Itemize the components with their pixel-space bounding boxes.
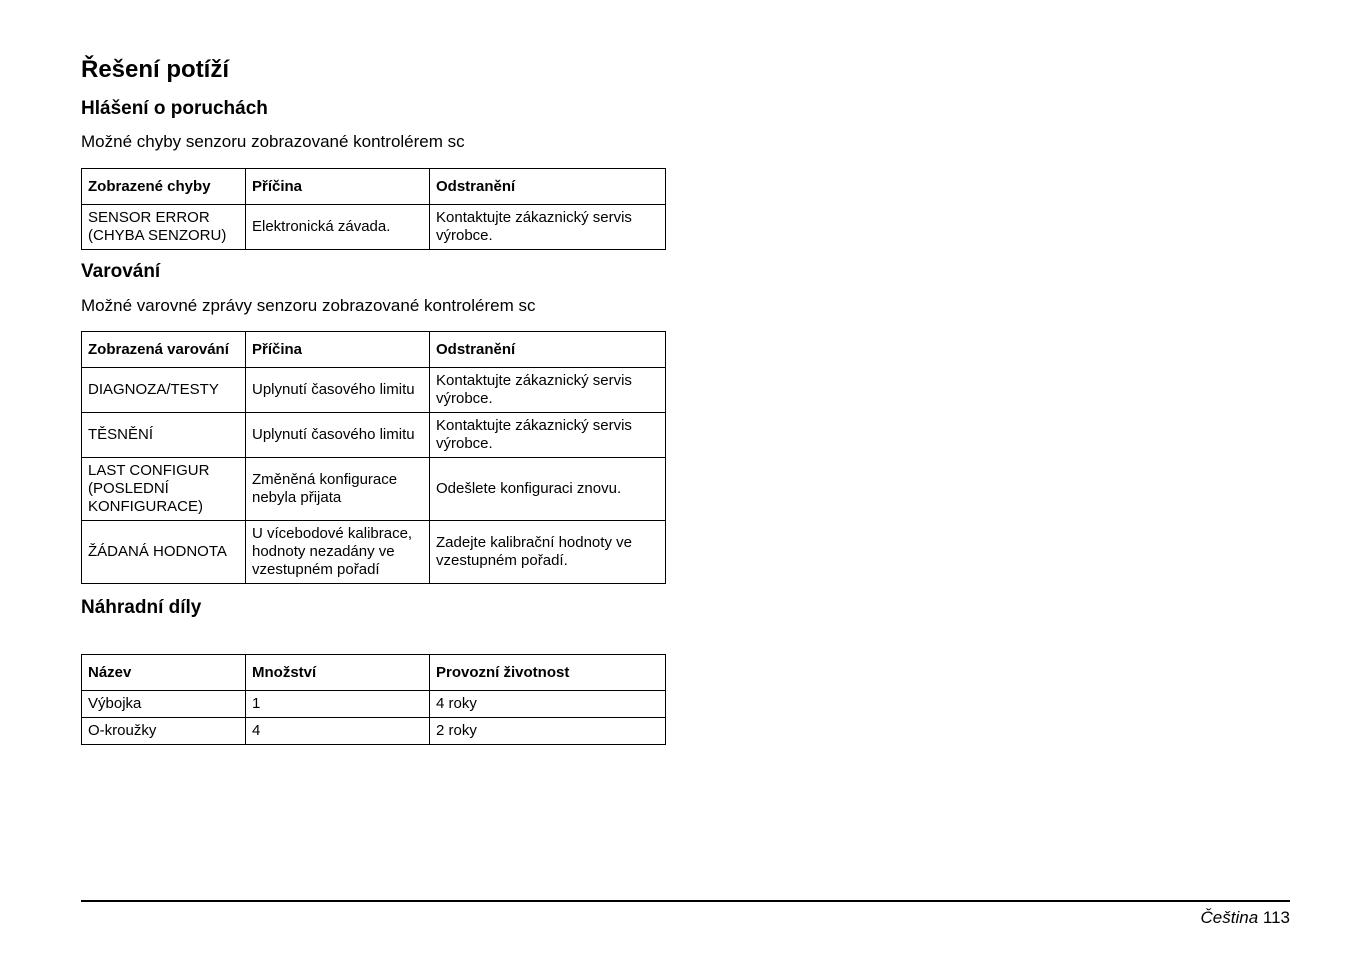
warnings-intro: Možné varovné zprávy senzoru zobrazované kontrolérem sc [81, 296, 536, 315]
error-remedy: Kontaktujte zákaznický servis výrobce. [430, 205, 666, 250]
table-row [82, 368, 666, 413]
errors-intro: Možné chyby senzoru zobrazované kontrolérem sc [81, 132, 465, 151]
table-row [82, 458, 666, 521]
warning-name: LAST CONFIGUR (POSLEDNÍ KONFIGURACE) [82, 458, 246, 521]
part-quantity: 4 [246, 718, 430, 745]
part-name: O-kroužky [82, 718, 246, 745]
table-row [82, 205, 666, 250]
part-name: Výbojka [82, 691, 246, 718]
part-quantity: 1 [246, 691, 430, 718]
warning-remedy: Zadejte kalibrační hodnoty ve vzestupném pořadí. [430, 521, 666, 584]
warning-cause: U vícebodové kalibrace, hodnoty nezadány ve vzestupném pořadí [246, 521, 430, 584]
errors-header-displayed: Zobrazené chyby [82, 169, 246, 205]
warning-cause: Změněná konfigurace nebyla přijata [246, 458, 430, 521]
warning-name: DIAGNOZA/TESTY [82, 368, 246, 413]
parts-heading: Náhradní díly [81, 597, 202, 618]
parts-header-row [82, 655, 666, 691]
warning-name: ŽÁDANÁ HODNOTA [82, 521, 246, 584]
table-row [82, 691, 666, 718]
parts-table [81, 654, 666, 745]
warnings-table [81, 331, 666, 584]
error-cause: Elektronická závada. [246, 205, 430, 250]
warning-remedy: Kontaktujte zákaznický servis výrobce. [430, 413, 666, 458]
errors-header-cause: Příčina [246, 169, 430, 205]
warnings-header-displayed: Zobrazená varování [82, 332, 246, 368]
part-lifetime: 4 roky [430, 691, 666, 718]
errors-table [81, 168, 666, 250]
table-row [82, 521, 666, 584]
warning-name: TĚSNĚNÍ [82, 413, 246, 458]
warning-cause: Uplynutí časového limitu [246, 413, 430, 458]
warnings-heading: Varování [81, 261, 161, 282]
parts-header-quantity: Množství [246, 655, 430, 691]
parts-header-lifetime: Provozní životnost [430, 655, 666, 691]
footer-divider [81, 900, 1290, 902]
warning-remedy: Odešlete konfiguraci znovu. [430, 458, 666, 521]
warnings-header-row [82, 332, 666, 368]
part-lifetime: 2 roky [430, 718, 666, 745]
table-row [82, 718, 666, 745]
warnings-header-cause: Příčina [246, 332, 430, 368]
parts-header-name: Název [82, 655, 246, 691]
errors-header-remedy: Odstranění [430, 169, 666, 205]
page-footer [1201, 907, 1290, 929]
footer-language: Čeština [1200, 908, 1259, 927]
errors-heading: Hlášení o poruchách [81, 98, 268, 119]
errors-header-row [82, 169, 666, 205]
warning-remedy: Kontaktujte zákaznický servis výrobce. [430, 368, 666, 413]
error-name: SENSOR ERROR (CHYBA SENZORU) [82, 205, 246, 250]
warning-cause: Uplynutí časového limitu [246, 368, 430, 413]
page-title: Řešení potíží [81, 56, 230, 83]
warnings-header-remedy: Odstranění [430, 332, 666, 368]
page-number: 113 [1262, 908, 1290, 927]
table-row [82, 413, 666, 458]
